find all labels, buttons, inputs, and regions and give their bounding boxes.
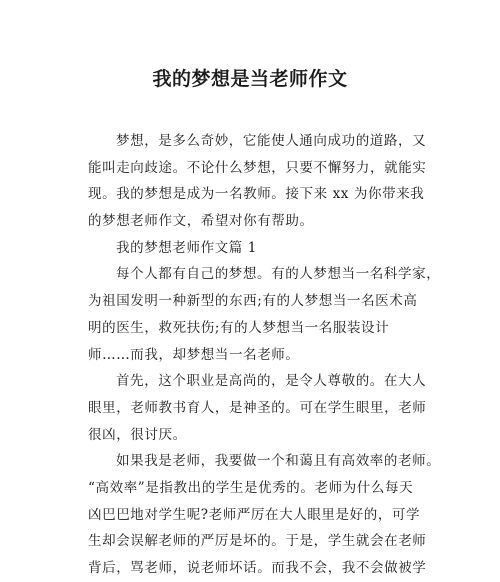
paragraph-line: 每个人都有自己的梦想。有的人梦想当一名科学家，	[116, 266, 441, 283]
paragraph-line: 师……而我，却梦想当一名老师。	[88, 346, 300, 363]
paragraph-line: 现。我的梦想是成为一名教师。接下来 xx 为你带来我	[88, 186, 425, 203]
paragraph-line: 为祖国发明一种新型的东西;有的人梦想当一名医术高	[88, 293, 418, 310]
paragraph-line: 能叫走向歧途。不论什么梦想，只要不懈努力，就能实	[88, 159, 427, 176]
paragraph-line: 凶巴巴地对学生呢?老师严厉在大人眼里是好的，可学	[88, 506, 421, 523]
paragraph-line: 很凶，很讨厌。	[88, 426, 187, 443]
paragraph-line: 梦想，是多么奇妙，它能使人通向成功的道路，又	[116, 133, 427, 149]
paragraph-line: 首先，这个职业是高尚的，是令人尊敬的。在大人	[116, 373, 427, 390]
section-heading: 我的梦想老师作文篇 1	[116, 239, 257, 256]
paragraph-line: “高效率”是指教出的学生是优秀的。老师为什么每天	[88, 479, 414, 496]
paragraph-line: 生却会误解老师的严厉是坏的。于是，学生就会在老师	[88, 533, 427, 550]
paragraph-line: 如果我是老师，我要做一个和蔼且有高效率的老师。	[116, 453, 441, 470]
document-title: 我的梦想是当老师作文	[152, 68, 348, 90]
paragraph-line: 明的医生，救死扶伤;有的人梦想当一名服装设计	[88, 319, 390, 336]
paragraph-line: 背后，骂老师，说老师坏话。而我不会，我不会做被学	[88, 560, 427, 576]
paragraph-line: 眼里，老师教书育人，是神圣的。可在学生眼里，老师	[88, 399, 427, 416]
document-body	[88, 128, 441, 582]
paragraph-line: 的梦想老师作文，希望对你有帮助。	[88, 213, 314, 230]
